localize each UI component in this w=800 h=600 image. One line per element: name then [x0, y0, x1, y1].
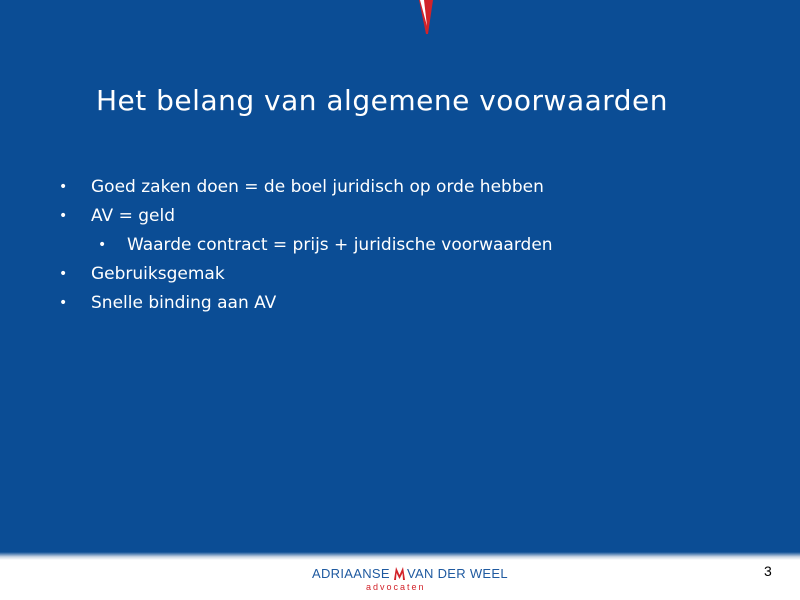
bullet-text: AV = geld	[91, 206, 175, 226]
slide-title: Het belang van algemene voorwaarden	[96, 84, 669, 117]
logo-text-left: ADRIAANSE	[312, 566, 390, 581]
bullet-item	[56, 174, 756, 203]
bullet-dot-icon: •	[98, 237, 107, 253]
bullet-dot-icon: •	[59, 266, 68, 282]
bullet-dot-icon: •	[59, 295, 68, 311]
bullet-dot-icon: •	[59, 179, 68, 195]
sub-bullet-item	[56, 232, 756, 261]
company-logo	[312, 566, 508, 596]
logo-text-right: VAN DER WEEL	[407, 566, 508, 581]
logo-mark-icon	[394, 567, 405, 580]
bullet-item	[56, 290, 756, 319]
bullet-dot-icon: •	[59, 208, 68, 224]
page-number: 3	[764, 563, 772, 579]
bullet-text: Goed zaken doen = de boel juridisch op orde hebben	[91, 177, 544, 197]
bullet-text: Snelle binding aan AV	[91, 293, 277, 313]
bullet-item	[56, 261, 756, 290]
bullet-item	[56, 203, 756, 232]
bullet-text: Gebruiksgemak	[91, 264, 225, 284]
background-fade	[0, 552, 800, 560]
bullet-text: Waarde contract = prijs + juridische voorwaarden	[127, 235, 553, 255]
bullet-list	[56, 174, 756, 319]
logo-subtitle: advocaten	[366, 582, 426, 592]
red-marker-icon	[419, 0, 433, 34]
